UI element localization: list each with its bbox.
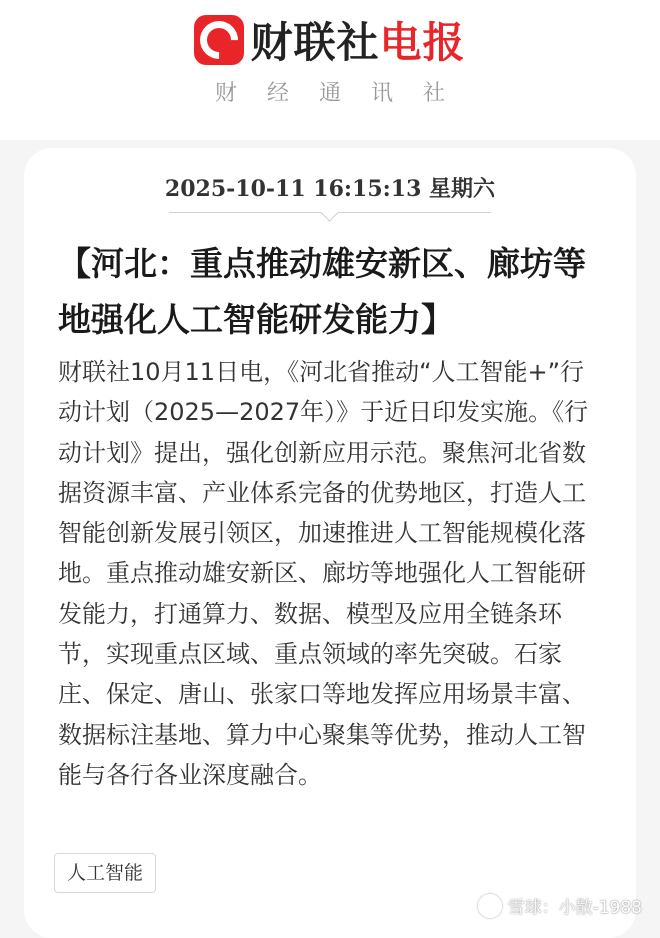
- article-body: 财联社10月11日电，《河北省推动“人工智能+”行动计划（2025—2027年）》于近日印发实施。《行动计划》提出，强化创新应用示范。聚焦河北省数据资源丰富、产业体系完备的优势地区，打造人工智能创新发展引领区，加速推进人工智能规模化落地。重点推动雄安新区、廊坊等地强化人工智能研发能力，打通算力、数据、模型及应用全链条环节，实现重点区域、重点领域的率先突破。石家庄、保定、唐山、张家口等地发挥应用场景丰富、数据标注基地、算力中心聚集等优势，推动人工智能与各行各业深度融合。: [58, 358, 589, 789]
- article-headline: 【河北：重点推动雄安新区、廊坊等地强化人工智能研发能力】: [58, 244, 586, 339]
- brand-name: 财联社: [250, 18, 380, 67]
- header: [0, 0, 660, 140]
- brand-subtitle: 财经通讯社: [214, 81, 475, 106]
- topic-tag[interactable]: 人工智能: [54, 853, 156, 893]
- news-card: [24, 148, 636, 938]
- watermark-text: 雪球：小散-1988: [507, 898, 642, 918]
- brand-logo: [0, 10, 660, 70]
- cls-logo-icon: [194, 15, 244, 65]
- publish-datetime: 2025-10-11 16:15:13 星期六: [164, 176, 496, 202]
- brand-telegraph: 电报: [379, 18, 466, 67]
- watermark: [478, 893, 642, 918]
- date-divider-notch: [320, 203, 338, 221]
- snowball-icon: [478, 894, 502, 918]
